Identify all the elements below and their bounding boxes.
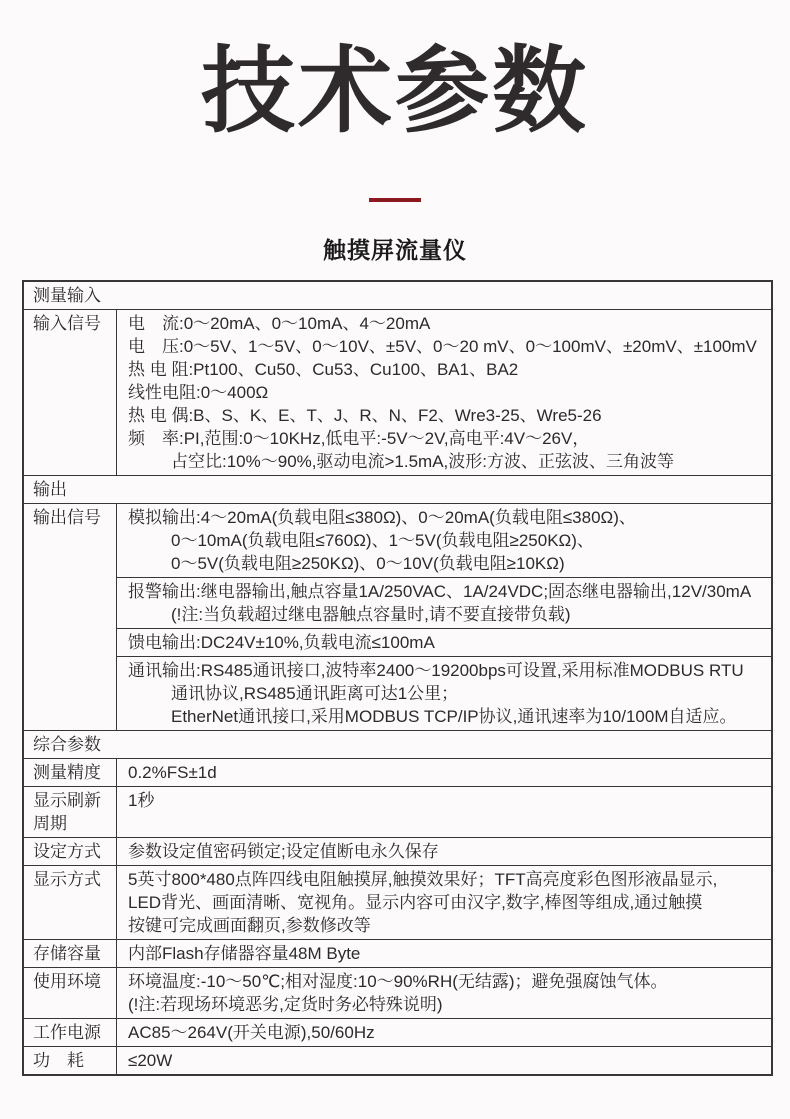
row-content: [117, 940, 771, 967]
spec-line: EtherNet通讯接口,采用MODBUS TCP/IP协议,通讯速率为10/100M自适应。: [171, 707, 737, 727]
table-row-input-signal: [24, 309, 771, 475]
spec-line: 电 压:0～5V、1～5V、0～10V、±5V、0～20 mV、0～100mV、±20mV、±100mV: [128, 337, 757, 357]
table-row-power-supply: [24, 1018, 771, 1046]
table-row-storage-capacity: [24, 939, 771, 967]
subcell-feed-output: [117, 628, 771, 656]
table-row-output-signal: [24, 503, 771, 730]
table-row-display-mode: [24, 865, 771, 939]
table-row-power-consumption: [24, 1046, 771, 1074]
spec-line: 线性电阻:0～400Ω: [128, 383, 269, 403]
spec-line: 内部Flash存储器容量48M Byte: [128, 944, 361, 964]
spec-line: 0～5V(负载电阻≥250KΩ)、0～10V(负载电阻≥10KΩ): [171, 554, 565, 574]
row-content: [117, 968, 771, 1018]
section-header-output: [24, 475, 771, 503]
spec-line: 电 流:0～20mA、0～10mA、4～20mA: [128, 314, 431, 334]
spec-line: 0～10mA(负载电阻≤760Ω)、1～5V(负载电阻≥250KΩ)、: [171, 531, 594, 551]
spec-line: 热 电 阻:Pt100、Cu50、Cu53、Cu100、BA1、BA2: [128, 360, 519, 380]
section-label: 综合参数: [33, 735, 101, 755]
row-label: 显示刷新周期: [24, 787, 117, 837]
spec-line: 5英寸800*480点阵四线电阻触摸屏,触摸效果好；TFT高亮度彩色图形液晶显示,: [128, 870, 718, 890]
section-label: 测量输入: [33, 286, 101, 306]
spec-line: (!注:若现场环境恶劣,定货时务必特殊说明): [128, 995, 443, 1015]
product-subtitle: 触摸屏流量仪: [323, 237, 467, 264]
section-label: 输出: [33, 480, 67, 500]
row-label: 设定方式: [24, 838, 117, 865]
section-header-general-params: [24, 730, 771, 758]
row-label: 测量精度: [24, 759, 117, 786]
spec-line: LED背光、画面清晰、宽视角。显示内容可由汉字,数字,棒图等组成,通过触摸: [128, 893, 703, 913]
page-title: 技术参数: [200, 38, 589, 143]
spec-line: 馈电输出:DC24V±10%,负载电流≤100mA: [128, 633, 435, 653]
row-content: [117, 787, 771, 837]
subcell-comm-output: [117, 656, 771, 730]
row-content: [117, 310, 771, 475]
title-accent-line: [369, 198, 421, 202]
spec-line: 报警输出:继电器输出,触点容量1A/250VAC、1A/24VDC;固态继电器输出,12V/30mA: [128, 582, 752, 602]
table-row-environment: [24, 967, 771, 1018]
row-content: [117, 1047, 771, 1074]
subcell-analog-output: [117, 504, 771, 577]
spec-line: 模拟输出:4～20mA(负载电阻≤380Ω)、0～20mA(负载电阻≤380Ω)、: [128, 508, 636, 528]
spec-line: 占空比:10%～90%,驱动电流>1.5mA,波形:方波、正弦波、三角波等: [171, 452, 675, 472]
row-content: [117, 866, 771, 939]
spec-line: 环境温度:-10～50℃;相对湿度:10～90%RH(无结露)；避免强腐蚀气体。: [128, 972, 668, 992]
row-label: 输入信号: [24, 310, 117, 475]
table-row-refresh-cycle: [24, 786, 771, 837]
spec-line: 通讯输出:RS485通讯接口,波特率2400～19200bps可设置,采用标准MODBUS RTU: [128, 661, 744, 681]
table-row-accuracy: [24, 758, 771, 786]
table-row-setting-mode: [24, 837, 771, 865]
spec-line: 按键可完成画面翻页,参数修改等: [128, 916, 371, 936]
spec-line: 热 电 偶:B、S、K、E、T、J、R、N、F2、Wre3-25、Wre5-26: [128, 406, 602, 426]
row-label: 存储容量: [24, 940, 117, 967]
spec-line: 通讯协议,RS485通讯距离可达1公里；: [171, 684, 459, 704]
spec-sheet-page: [0, 30, 790, 1119]
spec-line: 1秒: [128, 791, 155, 811]
spec-line: ≤20W: [128, 1051, 173, 1071]
row-label: 输出信号: [24, 504, 117, 730]
spec-line: AC85～264V(开关电源),50/60Hz: [128, 1023, 375, 1043]
spec-line: 参数设定值密码锁定;设定值断电永久保存: [128, 842, 439, 862]
row-label: 功 耗: [24, 1047, 117, 1074]
spec-line: 频 率:PI,范围:0～10KHz,低电平:-5V～2V,高电平:4V～26V，: [128, 429, 590, 449]
spec-table: [22, 280, 773, 1076]
row-label: 使用环境: [24, 968, 117, 1018]
row-content: [117, 504, 771, 730]
row-content: [117, 1019, 771, 1046]
spec-line: 0.2%FS±1d: [128, 763, 217, 783]
subcell-alarm-output: [117, 577, 771, 628]
row-content: [117, 838, 771, 865]
spec-line: (!注:当负载超过继电器触点容量时,请不要直接带负载): [171, 605, 571, 625]
row-label: 显示方式: [24, 866, 117, 939]
row-content: [117, 759, 771, 786]
row-label: 工作电源: [24, 1019, 117, 1046]
section-header-measure-input: [24, 282, 771, 309]
